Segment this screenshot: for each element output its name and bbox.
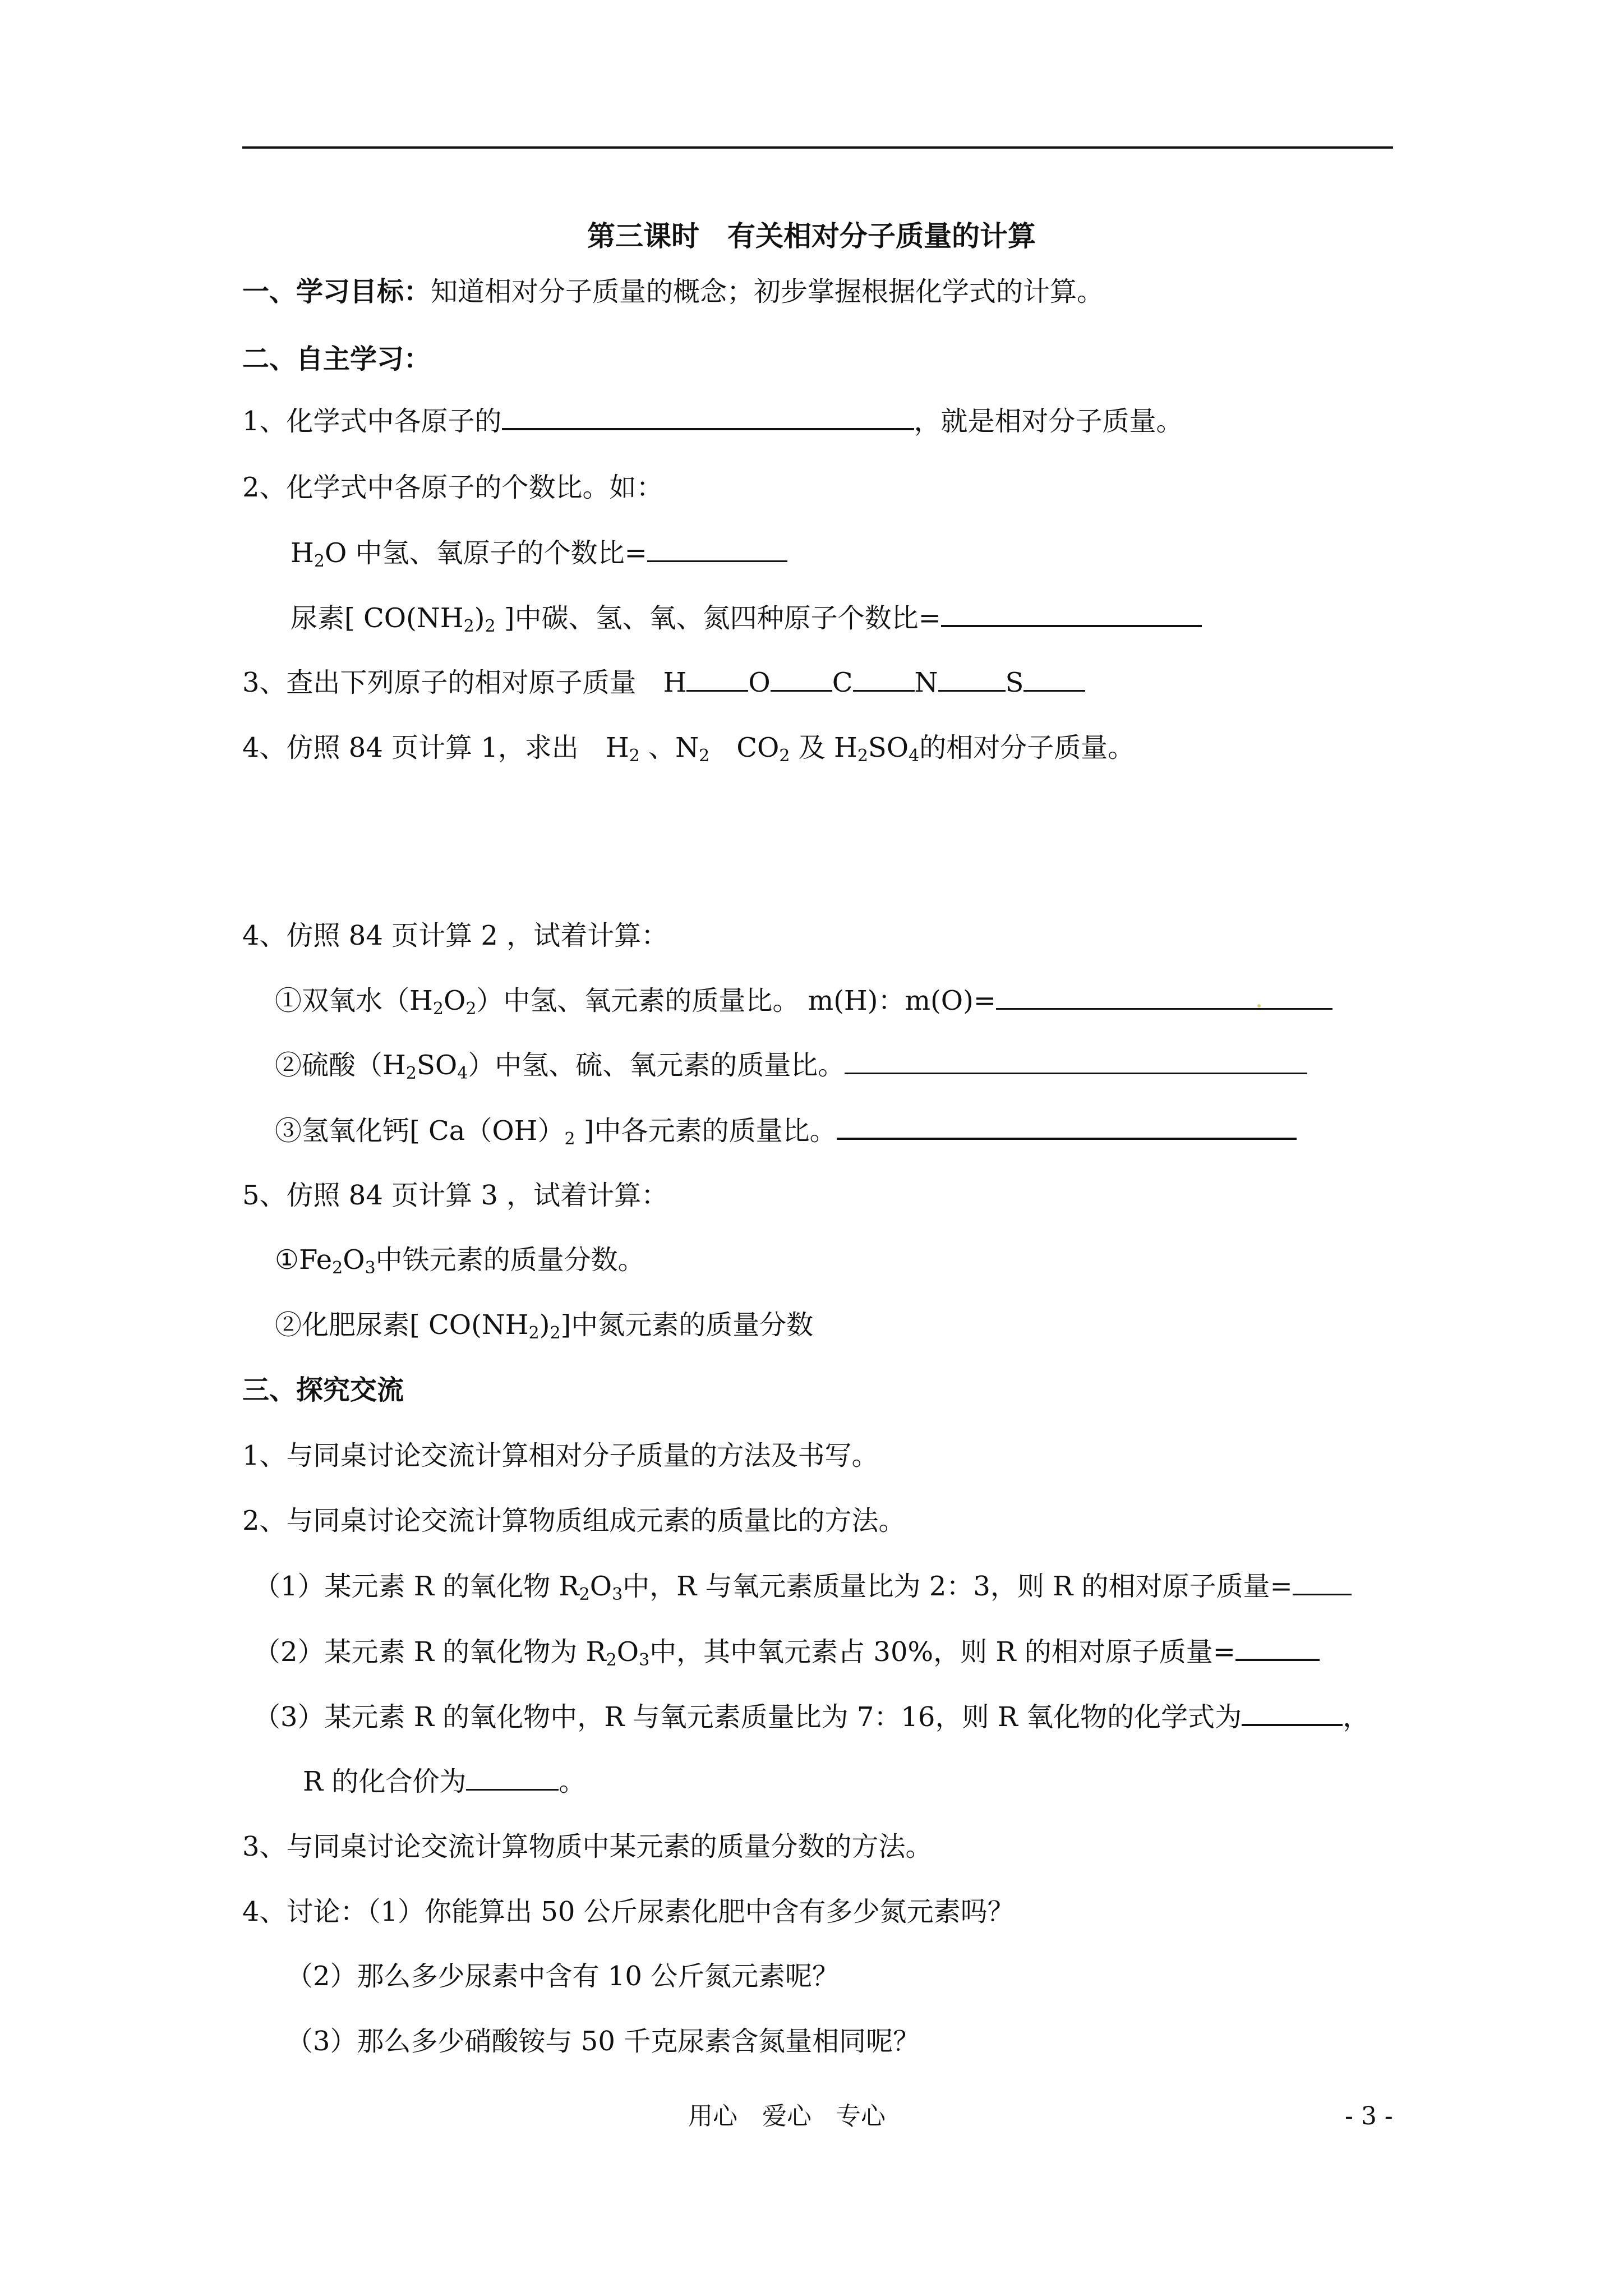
discussion-2b-tail: 中，其中氧元素占 30%，则 R 的相对原子质量= (649, 1636, 1235, 1668)
question-4b-3-tail: ]中各元素的质量比。 (575, 1115, 837, 1147)
section-goals-text: 知道相对分子质量的概念；初步掌握根据化学式的计算。 (431, 276, 1104, 307)
answer-blank[interactable] (853, 665, 915, 692)
formula-h2so4: 及 H (790, 732, 857, 763)
footer-motto: 用心 爱心 专心 (688, 2102, 886, 2131)
answer-blank[interactable] (845, 1048, 1307, 1074)
formula-so4: SO (868, 732, 909, 763)
answer-blank[interactable] (996, 983, 1332, 1010)
period: 。 (559, 1766, 586, 1797)
question-3-text: 3、查出下列原子的相对原子质量 H (242, 667, 687, 698)
discussion-4b: （2）那么多少尿素中含有 10 公斤氮元素呢？ (286, 1961, 840, 1992)
question-2: 2、化学式中各原子的个数比。如： (242, 472, 663, 503)
question-2a (291, 536, 787, 570)
answer-blank[interactable] (837, 1113, 1297, 1140)
formula-n2: 、N (639, 732, 699, 763)
formula-o: O (443, 985, 466, 1016)
answer-blank[interactable] (647, 536, 787, 562)
question-4b-3: ③氢氧化钙[ $Ca(OH)_2$ ]中各元素的质量比。 (275, 1113, 1297, 1148)
atom-s: S (1005, 667, 1024, 698)
discussion-2b-text: （2）某元素 R 的氧化物为 R (253, 1636, 606, 1668)
answer-blank[interactable] (938, 665, 1006, 692)
question-5a-text: ①Fe (275, 1244, 333, 1276)
discussion-4c: （3）那么多少硝酸铵与 50 千克尿素含氮量相同呢？ (286, 2026, 920, 2057)
question-4-text: 4、仿照 84 页计算 1，求出 H (242, 732, 629, 763)
atom-n: N (914, 667, 938, 698)
question-4b-2-tail: ）中氢、硫、氧元素的质量比。 (468, 1050, 845, 1081)
answer-blank[interactable] (1242, 1699, 1343, 1726)
answer-blank[interactable] (466, 1764, 559, 1791)
answer-blank[interactable] (941, 600, 1202, 627)
formula-o: O (343, 1244, 365, 1276)
formula-h2o: $H_2$ (291, 537, 325, 571)
answer-blank[interactable] (1293, 1569, 1352, 1595)
answer-blank[interactable] (1023, 665, 1085, 692)
section-self-study: 二、自主学习： (242, 343, 431, 375)
question-5: 5、仿照 84 页计算 3 ，试着计算： (242, 1180, 668, 1211)
discussion-2a: （1）某元素 R 的氧化物 $R_2O_3$中，R 与氧元素质量比为 2：3，则 R 的相对原子质量= (253, 1569, 1352, 1604)
question-3 (242, 665, 1085, 700)
discussion-1: 1、与同桌讨论交流计算相对分子质量的方法及书写。 (242, 1440, 879, 1471)
speck (1257, 1004, 1261, 1007)
discussion-2a-tail: 中，R 与氧元素质量比为 2：3，则 R 的相对原子质量= (623, 1571, 1293, 1602)
section-explore: 三、探究交流 (242, 1374, 404, 1406)
discussion-2b: （2）某元素 R 的氧化物为 $R_2O_3$中，其中氧元素占 30%，则 R 的相对原子质量= (253, 1634, 1320, 1669)
answer-blank[interactable] (502, 403, 914, 430)
page-title: 第三课时 有关相对分子质量的计算 (587, 220, 1036, 252)
formula-so4: SO (416, 1050, 458, 1081)
question-5b-text: ②化肥尿素[ CO(NH (275, 1309, 529, 1341)
question-5b: ②化肥尿素[ $CO(NH_2)_2$]中氮元素的质量分数 (275, 1309, 814, 1343)
question-5a-tail: 中铁元素的质量分数。 (375, 1244, 645, 1276)
question-2b: 尿素[ $CO(NH_2)_2$ ]中碳、氢、氧、氮四种原子个数比= (291, 600, 1202, 636)
formula-o: O (589, 1571, 612, 1602)
discussion-2: 2、与同桌讨论交流计算物质组成元素的质量比的方法。 (242, 1505, 906, 1536)
question-1-tail: ，就是相对分子质量。 (914, 406, 1183, 437)
discussion-2d-text: R 的化合价为 (303, 1766, 467, 1797)
discussion-3: 3、与同桌讨论交流计算物质中某元素的质量分数的方法。 (242, 1831, 933, 1862)
formula-o: O (616, 1636, 639, 1668)
atom-c: C (832, 667, 853, 698)
question-2b-text: 尿素[ CO(NH (291, 602, 464, 634)
question-4b-2-text: ②硫酸（H (275, 1050, 406, 1081)
question-4b-2: ②硫酸$(H_2SO_4)$中氢、硫、氧元素的质量比。 (275, 1048, 1307, 1083)
question-4b-1-tail: ）中氢、氧元素的质量比。 m(H)：m(O)= (476, 985, 997, 1016)
question-4b-1-text: ①双氧水（H (275, 985, 433, 1016)
formula-co2: CO (709, 732, 780, 763)
question-2b-mid: )$_2$ ]中碳、氢、氧、氮四种原子个数比= (474, 602, 941, 636)
discussion-2a-text: （1）某元素 R 的氧化物 R (253, 1571, 579, 1602)
answer-blank[interactable] (686, 665, 748, 692)
answer-blank[interactable] (771, 665, 832, 692)
question-5a: $①Fe_2O_3$中铁元素的质量分数。 (275, 1244, 645, 1278)
question-4: 4、仿照 84 页计算 1，求出 $H_2$ 、$N_2$ $CO_2$ 及 $H_2SO_4$的相对分子质量。 (242, 732, 1135, 766)
discussion-2c (253, 1699, 1370, 1734)
question-1 (242, 403, 1183, 439)
discussion-2d (303, 1764, 585, 1799)
header-rule (242, 146, 1393, 149)
question-4b: 4、仿照 84 页计算 2 ，试着计算： (242, 920, 668, 951)
formula-close: )$_2$]中氮元素的质量分数 (539, 1309, 814, 1343)
discussion-4: 4、讨论：（1）你能算出 50 公斤尿素化肥中含有多少氮元素吗？ (242, 1896, 1015, 1927)
section-goals-label: 一、学习目标： (242, 276, 431, 307)
question-4b-1: ①双氧水$(H_2O_2)$中氢、氧元素的质量比。 m(H)：m(O)= (275, 983, 1332, 1018)
section-goals (242, 274, 1104, 309)
answer-blank[interactable] (1235, 1634, 1320, 1661)
page-number: - 3 - (1345, 2102, 1393, 2131)
question-2a-text: O 中氢、氧原子的个数比= (324, 537, 647, 569)
question-1-text: 1、化学式中各原子的 (242, 406, 502, 437)
discussion-2c-text: （3）某元素 R 的氧化物中，R 与氧元素质量比为 7：16，则 R 氧化物的化学式为 (253, 1701, 1242, 1733)
question-4b-3-text: ③氢氧化钙[ Ca（OH） (275, 1115, 565, 1147)
comma: ， (1343, 1701, 1370, 1733)
atom-o: O (748, 667, 771, 698)
question-4-tail: 的相对分子质量。 (919, 732, 1135, 763)
